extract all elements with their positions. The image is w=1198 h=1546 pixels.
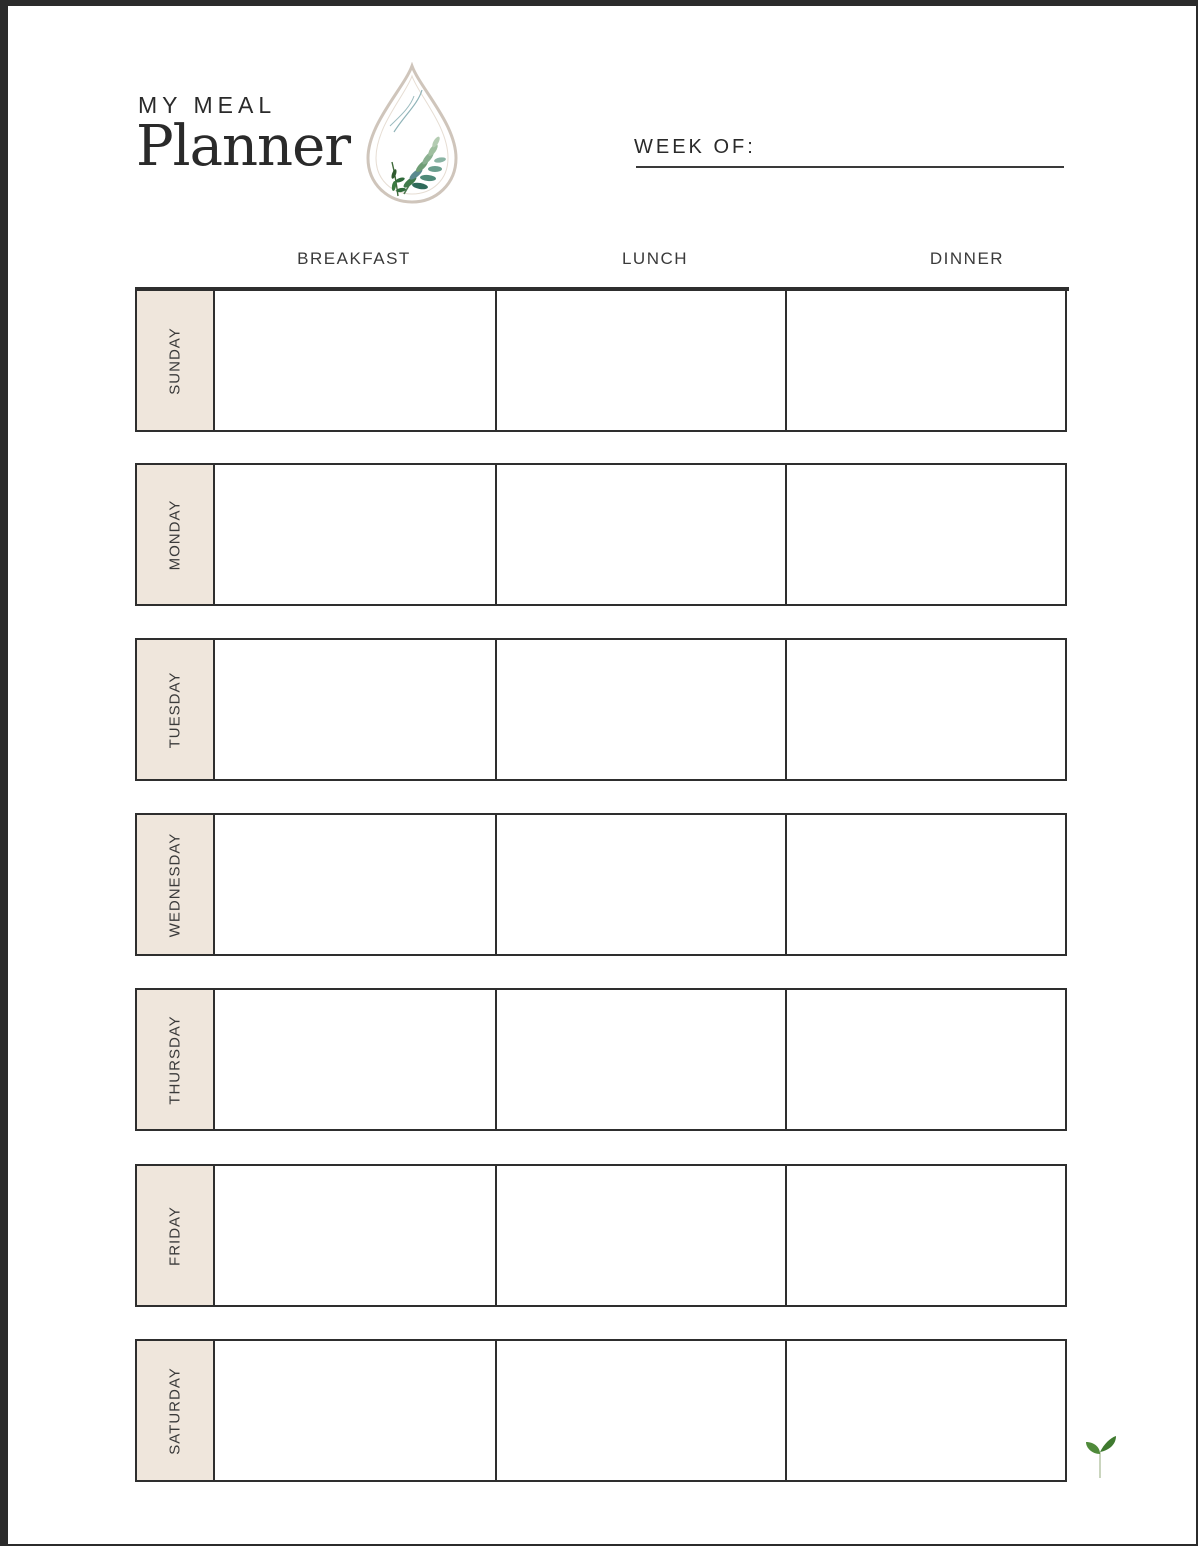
wednesday-lunch-cell[interactable] (497, 815, 787, 954)
day-row-tuesday (135, 638, 1067, 781)
day-label: FRIDAY (166, 1205, 184, 1266)
saturday-dinner-cell[interactable] (787, 1341, 1065, 1480)
week-of-field[interactable] (636, 166, 1064, 168)
tuesday-breakfast-cell[interactable] (215, 640, 497, 779)
day-label: MONDAY (166, 499, 184, 570)
day-row-thursday (135, 988, 1067, 1131)
sunday-dinner-cell[interactable] (787, 291, 1065, 430)
meal-planner-page (8, 6, 1196, 1544)
day-label: THURSDAY (166, 1014, 184, 1105)
sunday-lunch-cell[interactable] (497, 291, 787, 430)
day-row-friday (135, 1164, 1067, 1307)
sunday-breakfast-cell[interactable] (215, 291, 497, 430)
day-label: TUESDAY (166, 671, 184, 748)
saturday-breakfast-cell[interactable] (215, 1341, 497, 1480)
thursday-dinner-cell[interactable] (787, 990, 1065, 1129)
water-drop-leaf-logo-icon (364, 62, 460, 208)
thursday-breakfast-cell[interactable] (215, 990, 497, 1129)
monday-breakfast-cell[interactable] (215, 465, 497, 604)
week-of-label: WEEK OF: (634, 136, 756, 158)
title-planner: Planner (136, 114, 351, 179)
column-header-breakfast: BREAKFAST (297, 249, 411, 268)
day-row-saturday (135, 1339, 1067, 1482)
monday-lunch-cell[interactable] (497, 465, 787, 604)
day-label: SATURDAY (166, 1366, 184, 1455)
wednesday-dinner-cell[interactable] (787, 815, 1065, 954)
day-row-monday (135, 463, 1067, 606)
saturday-lunch-cell[interactable] (497, 1341, 787, 1480)
day-tab-wednesday (137, 815, 215, 954)
column-header-lunch: LUNCH (621, 249, 689, 268)
title-my-meal: MY MEAL (138, 92, 277, 118)
friday-dinner-cell[interactable] (787, 1166, 1065, 1305)
day-tab-sunday (137, 291, 215, 430)
column-header-dinner: DINNER (929, 249, 1005, 268)
day-label: SUNDAY (166, 326, 184, 395)
day-row-wednesday (135, 813, 1067, 956)
sprout-icon (1082, 1434, 1118, 1480)
day-tab-friday (137, 1166, 215, 1305)
day-row-sunday (135, 289, 1067, 432)
day-label: WEDNESDAY (166, 832, 184, 937)
friday-lunch-cell[interactable] (497, 1166, 787, 1305)
day-tab-saturday (137, 1341, 215, 1480)
day-tab-tuesday (137, 640, 215, 779)
day-tab-thursday (137, 990, 215, 1129)
tuesday-lunch-cell[interactable] (497, 640, 787, 779)
tuesday-dinner-cell[interactable] (787, 640, 1065, 779)
friday-breakfast-cell[interactable] (215, 1166, 497, 1305)
monday-dinner-cell[interactable] (787, 465, 1065, 604)
day-tab-monday (137, 465, 215, 604)
thursday-lunch-cell[interactable] (497, 990, 787, 1129)
wednesday-breakfast-cell[interactable] (215, 815, 497, 954)
